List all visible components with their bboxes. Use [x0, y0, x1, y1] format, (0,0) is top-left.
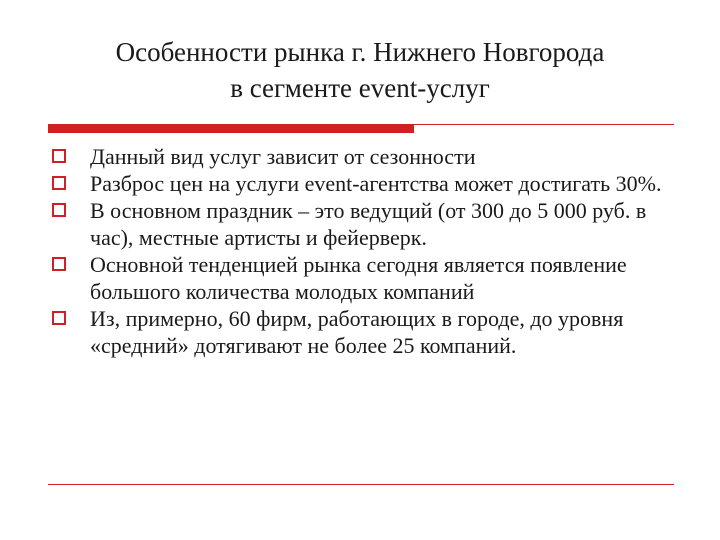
- bullet-list: [52, 143, 692, 359]
- list-item: [52, 143, 692, 170]
- slide-title: [40, 34, 680, 106]
- list-item: [52, 305, 692, 359]
- bullet-text: Из, примерно, 60 фирм, работающих в городе, до уровня «средний» дотягивают не более 25 компаний.: [90, 306, 624, 358]
- title-line-2: в сегменте event-услуг: [230, 73, 490, 103]
- list-item: [52, 251, 692, 305]
- title-divider-thick-bar: [48, 124, 414, 133]
- title-divider: [48, 124, 674, 133]
- bullet-text: Основной тенденцией рынка сегодня является появление большого количества молодых компаний: [90, 252, 627, 304]
- square-bullet-icon: [52, 203, 66, 217]
- bullet-text: Разброс цен на услуги event-агентства может достигать 30%.: [90, 171, 662, 196]
- square-bullet-icon: [52, 311, 66, 325]
- square-bullet-icon: [52, 149, 66, 163]
- bullet-text: Данный вид услуг зависит от сезонности: [90, 144, 476, 169]
- footer-divider: [48, 484, 674, 485]
- list-item: [52, 170, 692, 197]
- bullet-text: В основном праздник – это ведущий (от 300 до 5 000 руб. в час), местные артисты и фейерверк.: [90, 198, 647, 250]
- title-line-1: Особенности рынка г. Нижнего Новгорода: [115, 37, 605, 67]
- title-divider-thin-line: [414, 124, 674, 125]
- list-item: [52, 197, 692, 251]
- square-bullet-icon: [52, 176, 66, 190]
- square-bullet-icon: [52, 257, 66, 271]
